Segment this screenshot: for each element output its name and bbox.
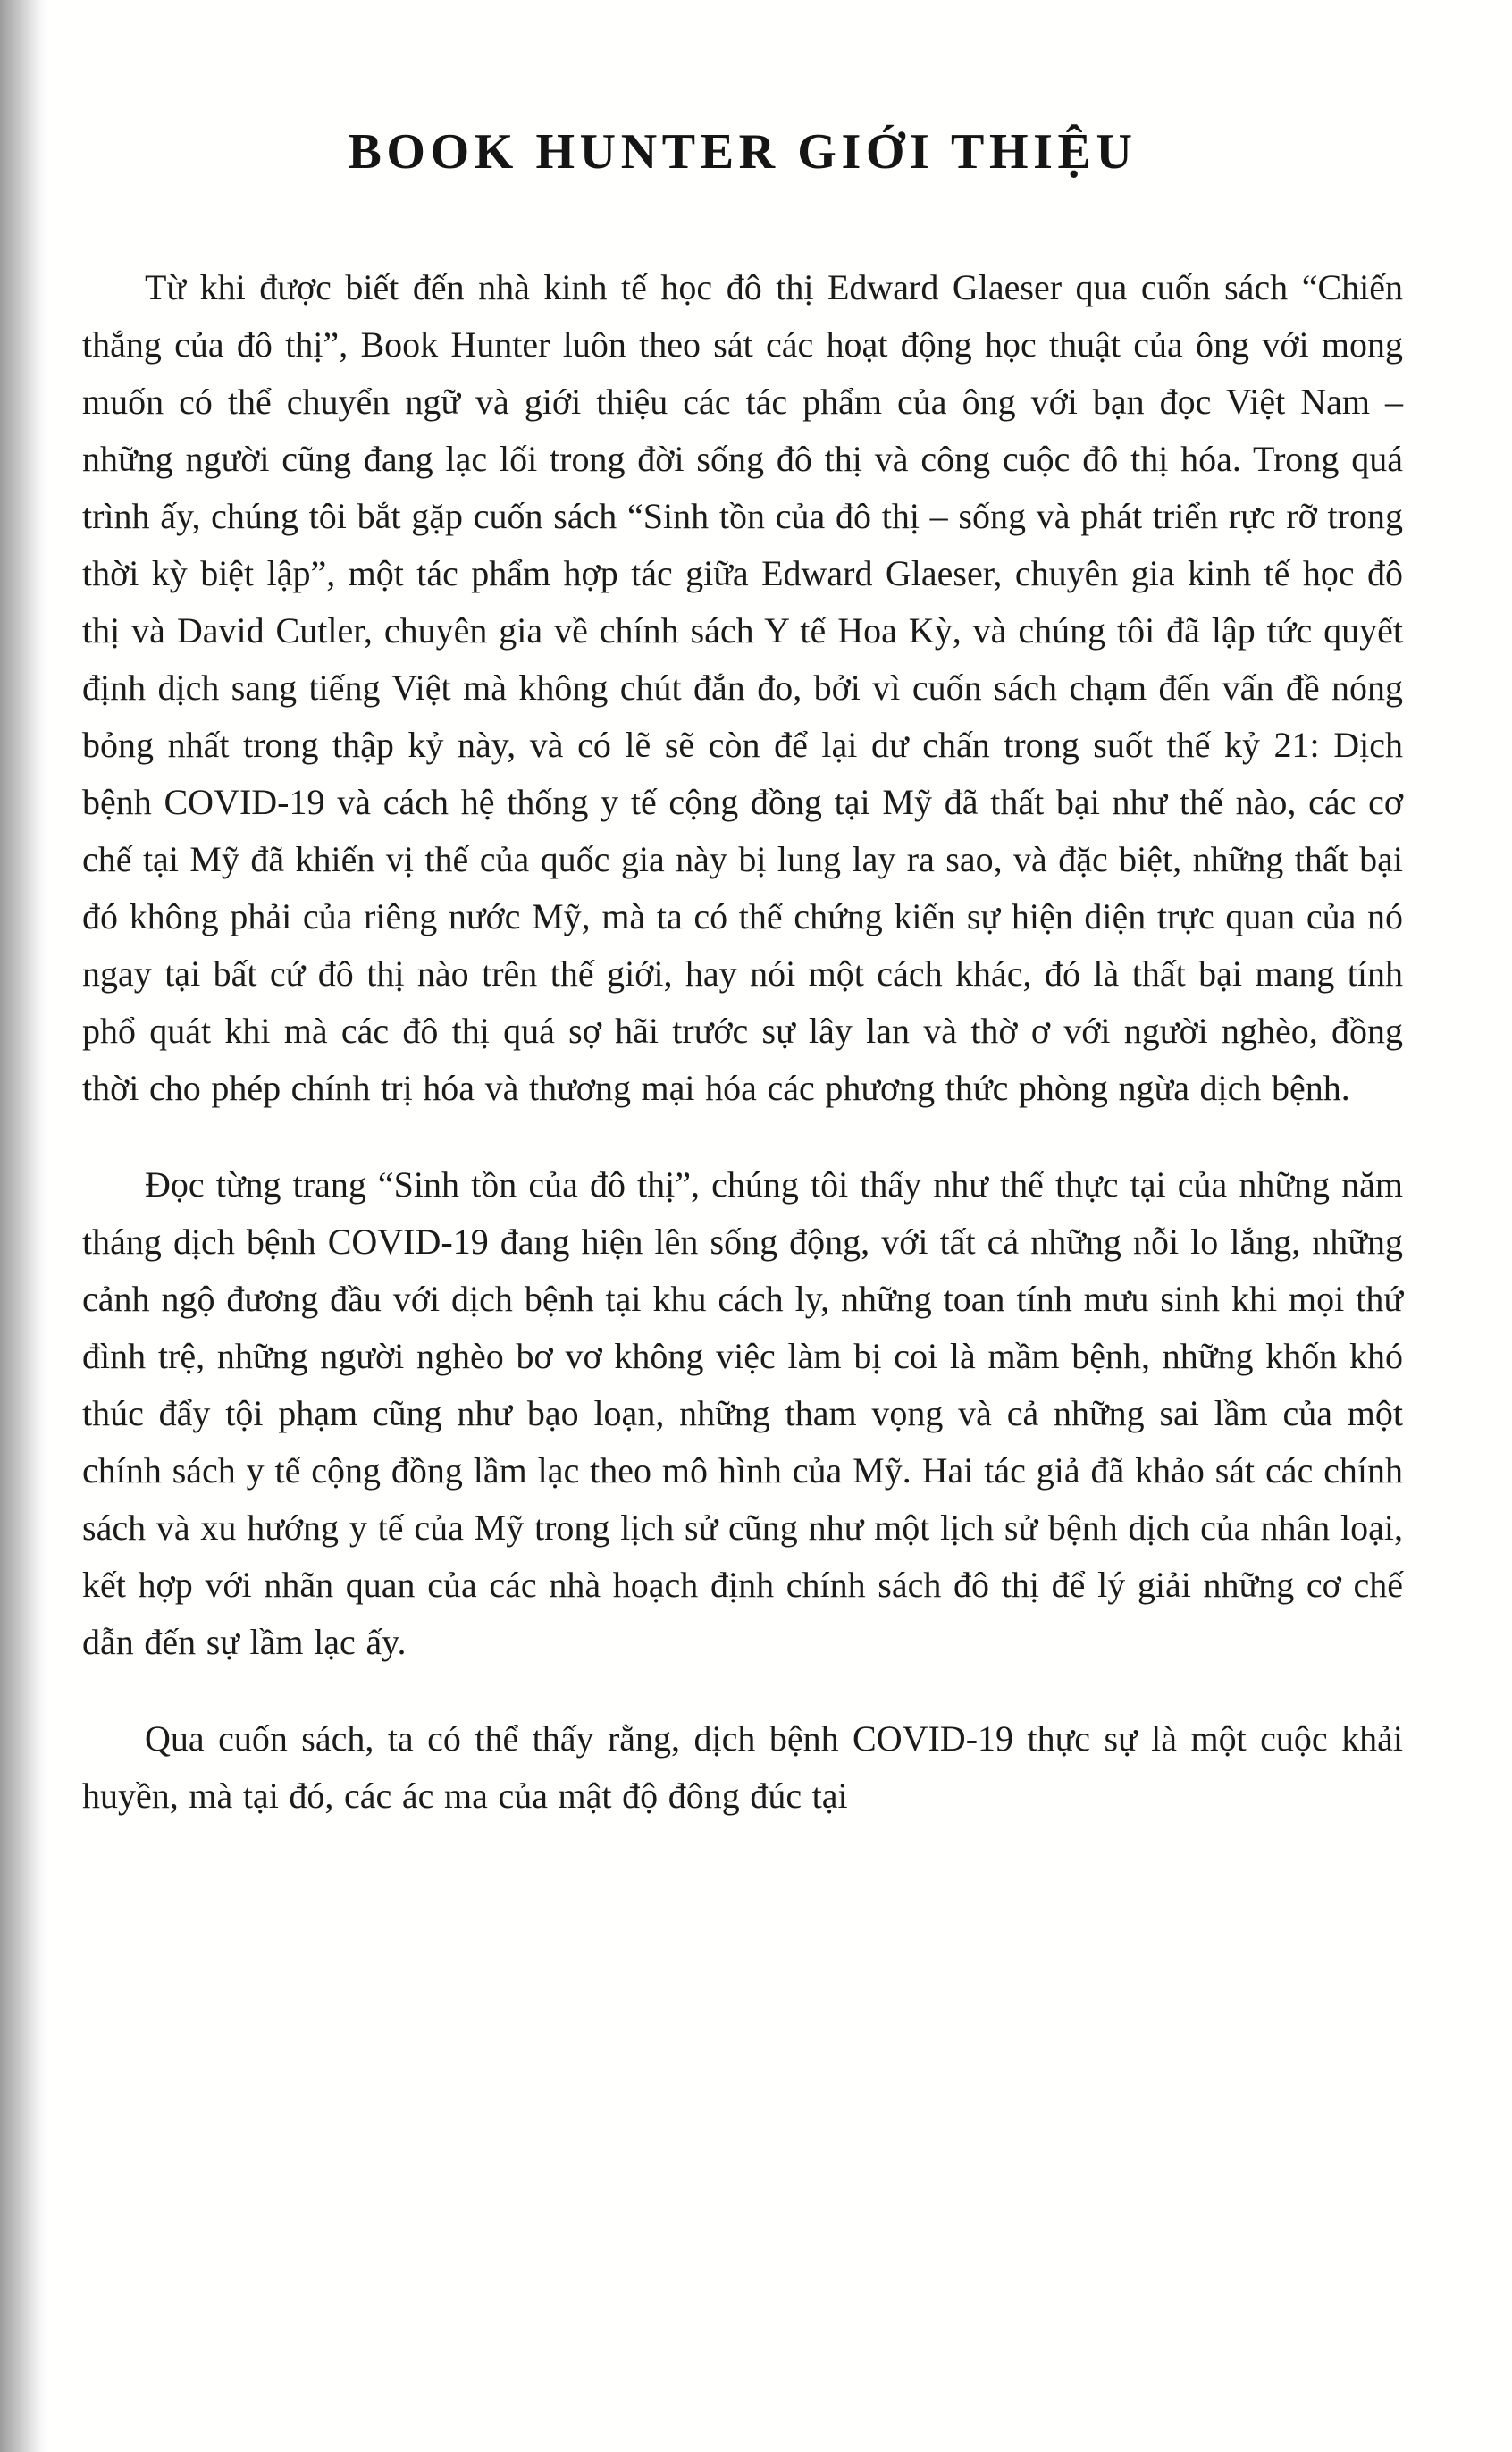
paragraph-reading-experience: Đọc từng trang “Sinh tồn của đô thị”, chúng tôi thấy như thể thực tại của những năm tháng dịch bệnh COVID-19 đang hiện lên sống động, với tất cả những nỗi lo lắng, những cảnh ngộ đương đầu với dịch bệnh tại khu cách ly, những toan tính mưu sinh khi mọi thứ đình trệ, những người nghèo bơ vơ không việc làm bị coi là mầm bệnh, những khốn khó thúc đẩy tội phạm cũng như bạo loạn, những tham vọng và cả những sai lầm của một chính sách y tế cộng đồng lầm lạc theo mô hình của Mỹ. Hai tác giả đã khảo sát các chính sách và xu hướng y tế của Mỹ trong lịch sử cũng như một lịch sử bệnh dịch của nhân loại, kết hợp với nhãn quan của các nhà hoạch định chính sách đô thị để lý giải những cơ chế dẫn đến sự lầm lạc ấy. bbox=[82, 1164, 1403, 1662]
page-title: BOOK HUNTER GIỚI THIỆU bbox=[348, 124, 1138, 180]
page-edge-shadow bbox=[0, 0, 48, 2452]
paragraph-intro: Từ khi được biết đến nhà kinh tế học đô thị Edward Glaeser qua cuốn sách “Chiến thắng của đô thị”, Book Hunter luôn theo sát các hoạt động học thuật của ông với mong muốn có thể chuyển ngữ và giới thiệu các tác phẩm của ông với bạn đọc Việt Nam – những người cũng đang lạc lối trong đời sống đô thị và công cuộc đô thị hóa. Trong quá trình ấy, chúng tôi bắt gặp cuốn sách “Sinh tồn của đô thị – sống và phát triển rực rỡ trong thời kỳ biệt lập”, một tác phẩm hợp tác giữa Edward Glaeser, chuyên gia kinh tế học đô thị và David Cutler, chuyên gia về chính sách Y tế Hoa Kỳ, và chúng tôi đã lập tức quyết định dịch sang tiếng Việt mà không chút đắn đo, bởi vì cuốn sách chạm đến vấn đề nóng bỏng nhất trong thập kỷ này, và có lẽ sẽ còn để lại dư chấn trong suốt thế kỷ 21: Dịch bệnh COVID-19 và cách hệ thống y tế cộng đồng tại Mỹ đã thất bại như thế nào, các cơ chế tại Mỹ đã khiến vị thế của quốc gia này bị lung lay ra sao, và đặc biệt, những thất bại đó không phải của riêng nước Mỹ, mà ta có thể chứng kiến sự hiện diện trực quan của nó ngay tại bất cứ đô thị nào trên thế giới, hay nói một cách khác, đó là thất bại mang tính phổ quát khi mà các đô thị quá sợ hãi trước sự lây lan và thờ ơ với người nghèo, đồng thời cho phép chính trị hóa và thương mại hóa các phương thức phòng ngừa dịch bệnh. bbox=[82, 267, 1403, 1108]
paragraph-closing: Qua cuốn sách, ta có thể thấy rằng, dịch bệnh COVID-19 thực sự là một cuộc khải huyền, mà tại đó, các ác ma của mật độ đông đúc tại bbox=[82, 1718, 1403, 1816]
page-content bbox=[82, 123, 1403, 1825]
